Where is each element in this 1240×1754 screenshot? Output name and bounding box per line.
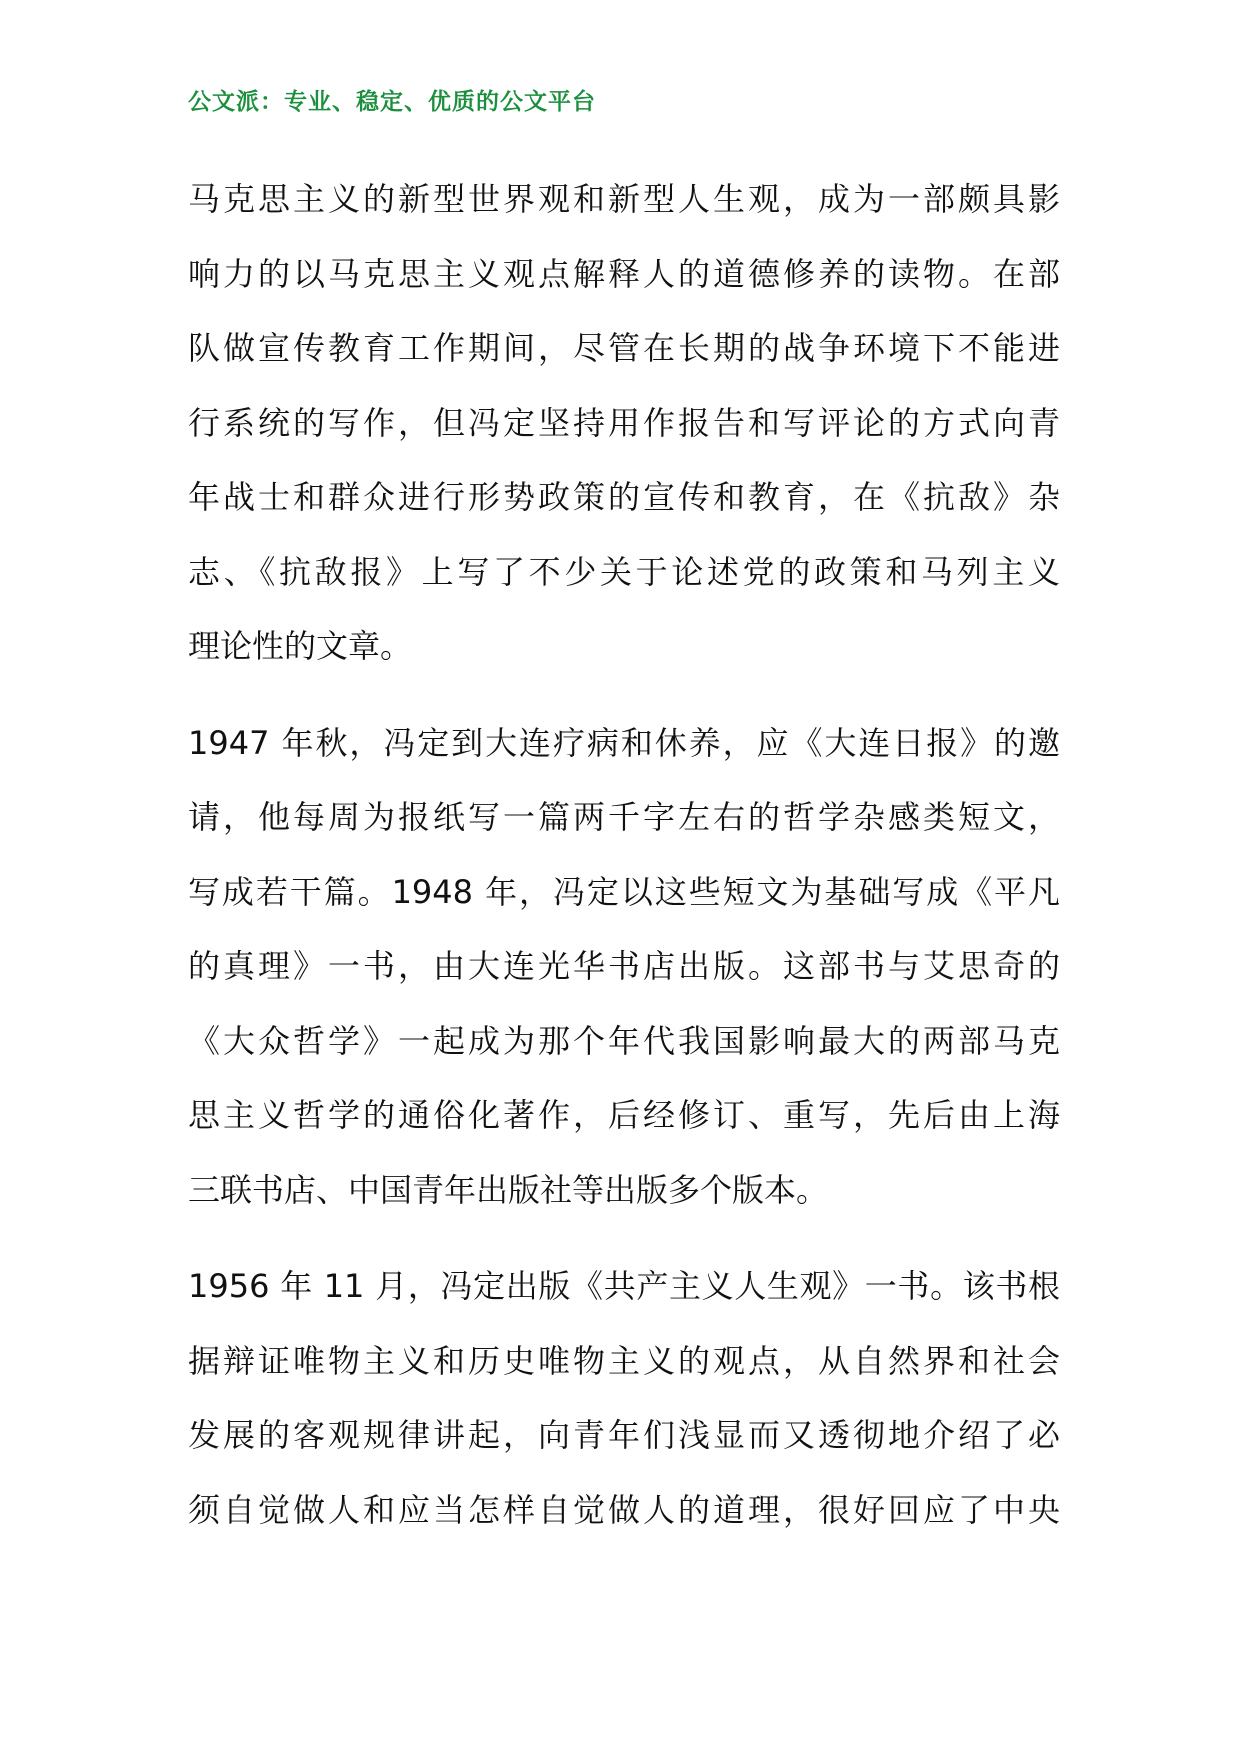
text-line: 年战士和群众进行形势政策的宣传和教育，在《抗敌》杂 (188, 478, 1060, 516)
paragraph-2 (188, 706, 1060, 1228)
text-line: 据辩证唯物主义和历史唯物主义的观点，从自然界和社会 (188, 1341, 1060, 1380)
text-line: 思主义哲学的通俗化著作，后经修订、重写，先后由上海 (188, 1096, 1060, 1134)
text-line: 响力的以马克思主义观点解释人的道德修养的读物。在部 (188, 254, 1060, 293)
paragraph-3 (188, 1249, 1060, 1547)
site-header: 公文派：专业、稳定、优质的公文平台 (188, 89, 596, 115)
text-line: 理论性的文章。 (188, 627, 413, 665)
text-line: 三联书店、中国青年出版社等出版多个版本。 (188, 1170, 829, 1209)
text-line: 1956 年 11 月，冯定出版《共产主义人生观》一书。该书根 (188, 1267, 1060, 1305)
document-body (188, 162, 1060, 1569)
text-line: 马克思主义的新型世界观和新型人生观，成为一部颇具影 (188, 180, 1060, 218)
text-line: 须自觉做人和应当怎样自觉做人的道理，很好回应了中央 (188, 1490, 1060, 1529)
paragraph-1 (188, 162, 1060, 684)
text-line: 写成若干篇。1948 年，冯定以这些短文为基础写成《平凡 (188, 872, 1060, 911)
text-line: 队做宣传教育工作期间，尽管在长期的战争环境下不能进 (188, 329, 1060, 367)
text-line: 发展的客观规律讲起，向青年们浅显而又透彻地介绍了必 (188, 1416, 1060, 1454)
text-line: 志、《抗敌报》上写了不少关于论述党的政策和马列主义 (188, 552, 1060, 591)
text-line: 请，他每周为报纸写一篇两千字左右的哲学杂感类短文， (188, 798, 1060, 836)
text-line: 的真理》一书，由大连光华书店出版。这部书与艾思奇的 (188, 947, 1060, 985)
text-line: 行系统的写作，但冯定坚持用作报告和写评论的方式向青 (188, 403, 1060, 442)
text-line: 《大众哲学》一起成为那个年代我国影响最大的两部马克 (188, 1021, 1060, 1060)
text-line: 1947 年秋，冯定到大连疗病和休养，应《大连日报》的邀 (188, 723, 1060, 762)
